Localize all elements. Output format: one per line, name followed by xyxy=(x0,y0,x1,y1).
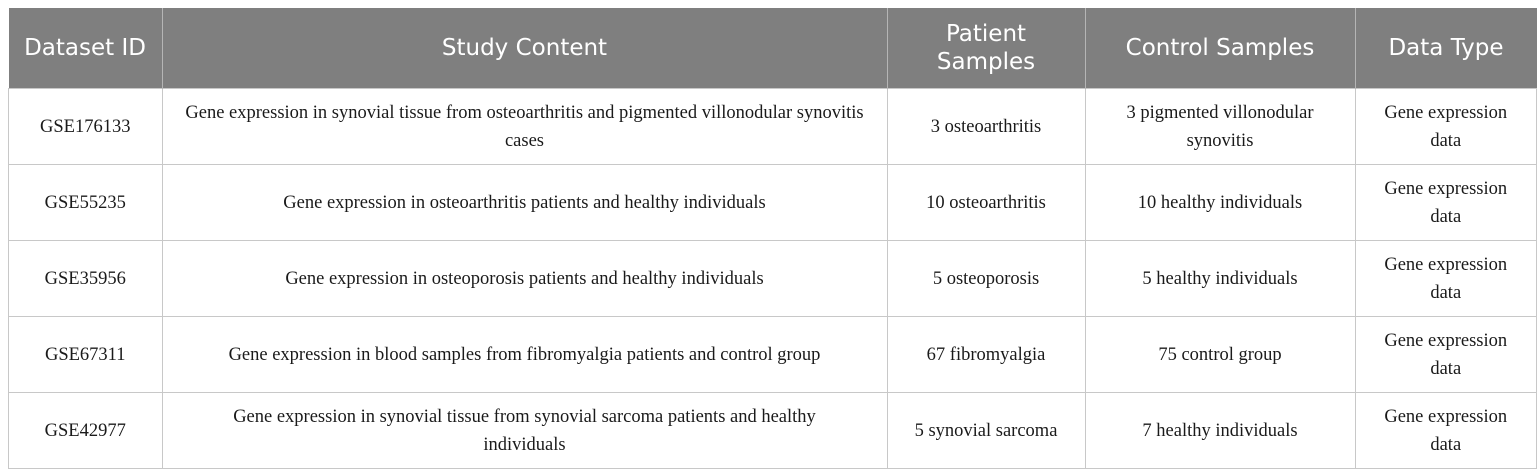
cell-data-type: Gene expression data xyxy=(1355,165,1537,241)
table-body xyxy=(9,89,1537,469)
cell-dataset-id: GSE35956 xyxy=(9,241,163,317)
cell-control-samples: 10 healthy individuals xyxy=(1085,165,1355,241)
cell-data-type: Gene expression data xyxy=(1355,89,1537,165)
dataset-table-container xyxy=(8,8,1508,469)
cell-study-content: Gene expression in synovial tissue from synovial sarcoma patients and healthy individuals xyxy=(162,393,887,469)
table-row xyxy=(9,89,1537,165)
cell-patient-samples: 67 fibromyalgia xyxy=(887,317,1085,393)
dataset-table xyxy=(8,8,1537,469)
cell-control-samples: 75 control group xyxy=(1085,317,1355,393)
cell-study-content: Gene expression in osteoarthritis patients and healthy individuals xyxy=(162,165,887,241)
cell-dataset-id: GSE176133 xyxy=(9,89,163,165)
table-header xyxy=(9,8,1537,89)
cell-dataset-id: GSE42977 xyxy=(9,393,163,469)
cell-patient-samples: 5 osteoporosis xyxy=(887,241,1085,317)
header-control-samples: Control Samples xyxy=(1085,8,1355,89)
header-row xyxy=(9,8,1537,89)
cell-patient-samples: 10 osteoarthritis xyxy=(887,165,1085,241)
cell-patient-samples: 5 synovial sarcoma xyxy=(887,393,1085,469)
cell-control-samples: 3 pigmented villonodular synovitis xyxy=(1085,89,1355,165)
table-row xyxy=(9,317,1537,393)
cell-study-content: Gene expression in blood samples from fibromyalgia patients and control group xyxy=(162,317,887,393)
header-study-content: Study Content xyxy=(162,8,887,89)
cell-data-type: Gene expression data xyxy=(1355,317,1537,393)
table-row xyxy=(9,393,1537,469)
table-row xyxy=(9,165,1537,241)
cell-data-type: Gene expression data xyxy=(1355,393,1537,469)
cell-control-samples: 5 healthy individuals xyxy=(1085,241,1355,317)
cell-study-content: Gene expression in synovial tissue from osteoarthritis and pigmented villonodular synovitis cases xyxy=(162,89,887,165)
cell-patient-samples: 3 osteoarthritis xyxy=(887,89,1085,165)
cell-study-content: Gene expression in osteoporosis patients and healthy individuals xyxy=(162,241,887,317)
cell-dataset-id: GSE55235 xyxy=(9,165,163,241)
header-patient-samples: Patient Samples xyxy=(887,8,1085,89)
cell-control-samples: 7 healthy individuals xyxy=(1085,393,1355,469)
table-row xyxy=(9,241,1537,317)
cell-dataset-id: GSE67311 xyxy=(9,317,163,393)
cell-data-type: Gene expression data xyxy=(1355,241,1537,317)
header-data-type: Data Type xyxy=(1355,8,1537,89)
header-dataset-id: Dataset ID xyxy=(9,8,163,89)
